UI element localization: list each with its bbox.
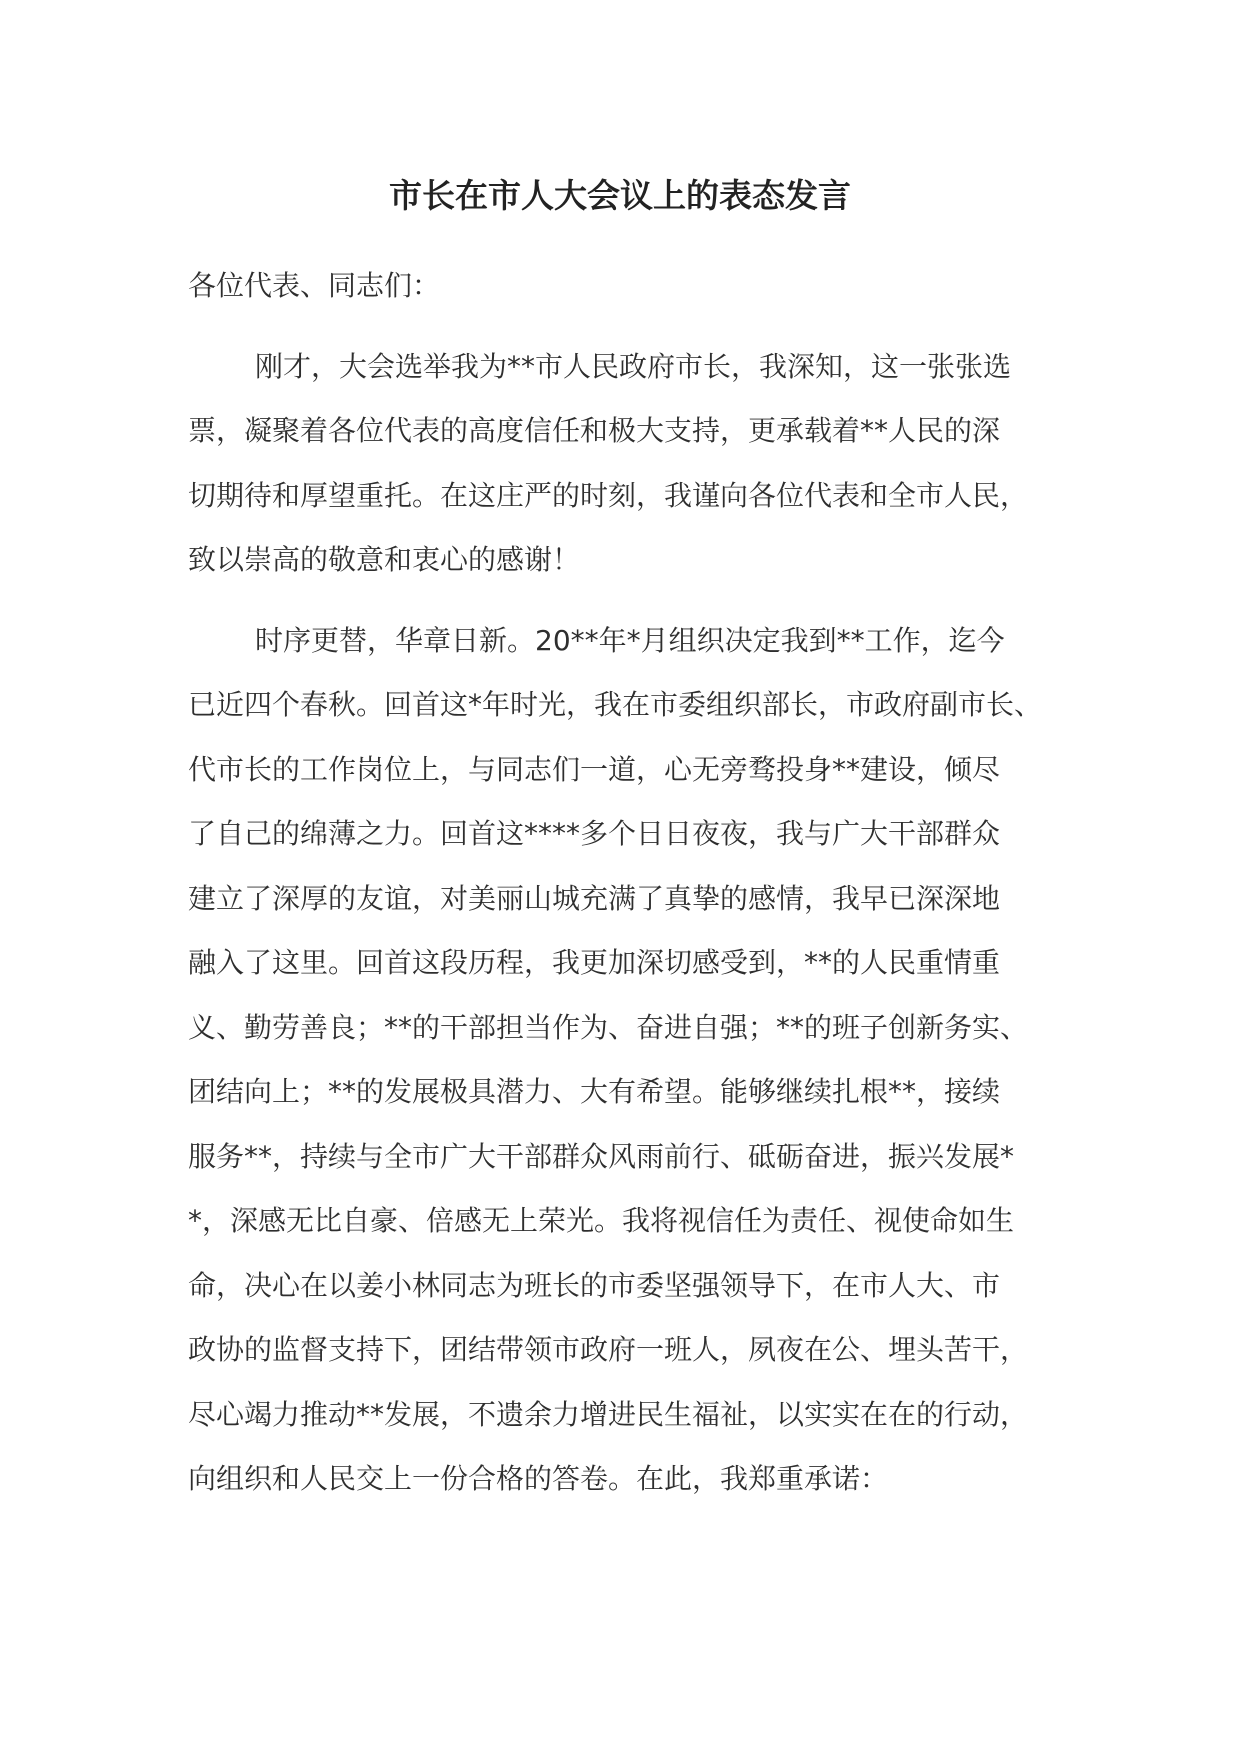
- greeting: 各位代表、同志们：: [188, 269, 441, 302]
- paragraph-line: 致以崇高的敬意和衷心的感谢！: [188, 543, 581, 576]
- paragraph-line: 切期待和厚望重托。在这庄严的时刻，我谨向各位代表和全市人民，: [188, 478, 1029, 512]
- paragraph-line: 代市长的工作岗位上，与同志们一道，心无旁骛投身**建设，倾尽: [188, 752, 1001, 786]
- paragraph-line: 命，决心在以姜小林同志为班长的市委坚强领导下，在市人大、市: [188, 1268, 1001, 1302]
- paragraph-line: 政协的监督支持下，团结带领市政府一班人，夙夜在公、埋头苦干，: [188, 1333, 1029, 1366]
- paragraph-line: 义、勤劳善良；**的干部担当作为、奋进自强；**的班子创新务实、: [188, 1010, 1029, 1044]
- paragraph-line: 建立了深厚的友谊，对美丽山城充满了真挚的感情，我早已深深地: [188, 881, 1001, 915]
- document-title: 市长在市人大会议上的表态发言: [389, 176, 851, 215]
- paragraph-line: 票，凝聚着各位代表的高度信任和极大支持，更承载着**人民的深: [188, 414, 1001, 447]
- paragraph-line: 团结向上；**的发展极具潜力、大有希望。能够继续扎根**，接续: [188, 1075, 1001, 1108]
- paragraph-line: 尽心竭力推动**发展，不遗余力增进民生福祉，以实实在在的行动，: [188, 1397, 1029, 1431]
- paragraph-1: [188, 335, 1068, 593]
- paragraph-line: 已近四个春秋。回首这*年时光，我在市委组织部长，市政府副市长、: [188, 688, 1043, 721]
- paragraph-line: 刚才，大会选举我为**市人民政府市长，我深知，这一张张选: [255, 349, 1012, 383]
- document-body: [188, 254, 1068, 1528]
- paragraph-line: 了自己的绵薄之力。回首这****多个日日夜夜，我与广大干部群众: [188, 817, 1001, 850]
- paragraph-2: [188, 609, 1068, 1512]
- paragraph-line: 向组织和人民交上一份合格的答卷。在此，我郑重承诺：: [188, 1462, 889, 1495]
- paragraph-line: 服务**，持续与全市广大干部群众风雨前行、砥砺奋进，振兴发展*: [188, 1139, 1015, 1173]
- paragraph-line: 时序更替，华章日新。20**年*月组织决定我到**工作，迄今: [255, 623, 1005, 657]
- paragraph-line: *，深感无比自豪、倍感无上荣光。我将视信任为责任、视使命如生: [188, 1204, 1015, 1237]
- paragraph-line: 融入了这里。回首这段历程，我更加深切感受到，**的人民重情重: [188, 946, 1001, 979]
